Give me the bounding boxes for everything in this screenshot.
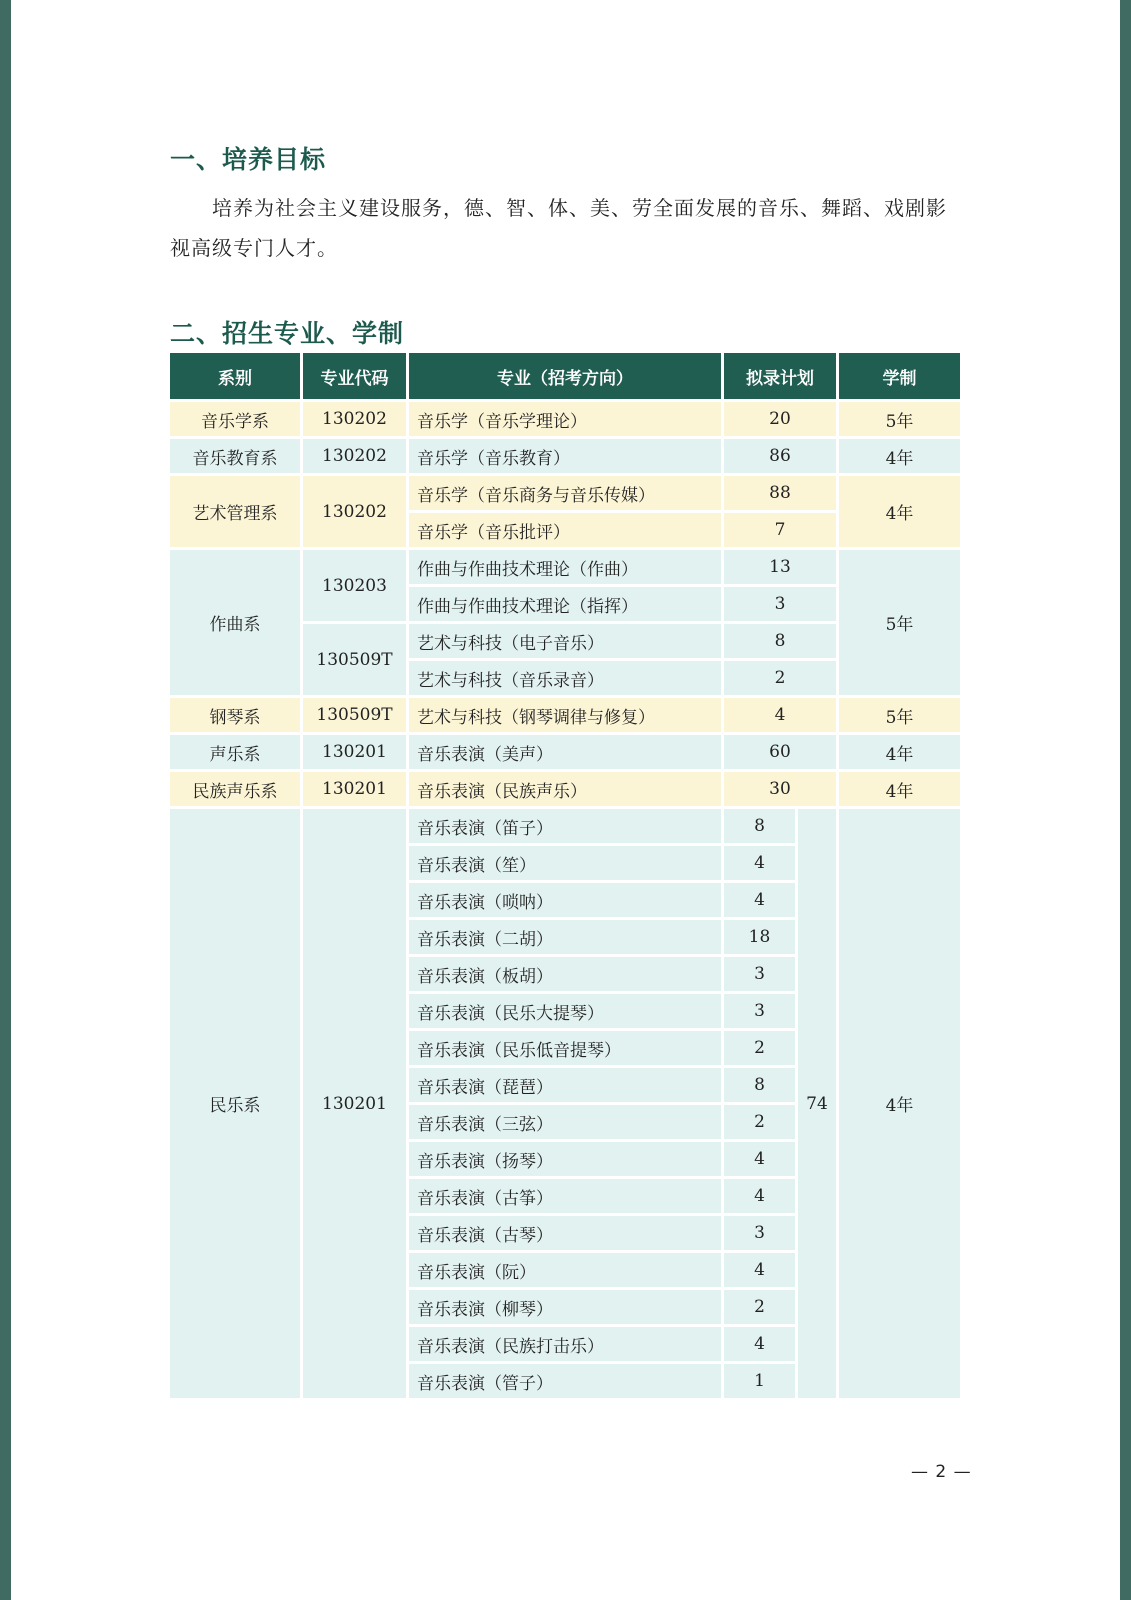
quota-cell: 8 [724,1068,798,1105]
goals-paragraph: 培养为社会主义建设服务，德、智、体、美、劳全面发展的音乐、舞蹈、戏剧影视高级专门人才。 [170,196,947,260]
years-cell: 5年 [839,550,960,698]
major-cell: 音乐表演（板胡） [409,957,724,994]
major-cell: 音乐表演（唢呐） [409,883,724,920]
table-row [170,399,960,439]
code-cell: 130201 [303,809,409,1401]
dept-cell: 声乐系 [170,735,303,772]
header-years: 学制 [839,353,960,399]
quota-cell: 3 [724,994,798,1031]
major-cell: 音乐学（音乐学理论） [409,399,724,439]
quota-cell: 60 [724,735,839,772]
quota-cell: 2 [724,1290,798,1327]
major-cell: 音乐表演（阮） [409,1253,724,1290]
quota-cell: 4 [724,1327,798,1364]
quota-cell: 2 [724,1031,798,1068]
code-cell: 130202 [303,399,409,439]
dept-cell: 钢琴系 [170,698,303,735]
table-row [170,735,960,772]
major-cell: 艺术与科技（钢琴调律与修复） [409,698,724,735]
major-cell: 音乐表演（美声） [409,735,724,772]
code-cell: 130509T [303,624,409,698]
major-cell: 音乐学（音乐教育） [409,439,724,476]
major-cell: 音乐表演（管子） [409,1364,724,1401]
quota-cell: 2 [724,661,839,698]
header-dept: 系别 [170,353,303,399]
quota-cell: 18 [724,920,798,957]
major-cell: 音乐表演（笛子） [409,809,724,846]
enrollment-table [170,353,960,1401]
quota-cell: 3 [724,1216,798,1253]
quota-cell: 3 [724,587,839,624]
major-cell: 音乐表演（民族打击乐） [409,1327,724,1364]
major-cell: 艺术与科技（音乐录音） [409,661,724,698]
major-cell: 音乐表演（古筝） [409,1179,724,1216]
quota-cell: 3 [724,957,798,994]
left-edge-bar [0,0,11,1600]
quota-cell: 8 [724,809,798,846]
years-cell: 4年 [839,439,960,476]
code-cell: 130201 [303,735,409,772]
major-cell: 音乐表演（琵琶） [409,1068,724,1105]
years-cell: 5年 [839,698,960,735]
quota-cell: 4 [724,883,798,920]
quota-cell: 8 [724,624,839,661]
major-cell: 音乐表演（民乐低音提琴） [409,1031,724,1068]
major-cell: 音乐学（音乐商务与音乐传媒） [409,476,724,513]
years-cell: 4年 [839,809,960,1401]
years-cell: 4年 [839,476,960,550]
quota-cell: 13 [724,550,839,587]
dept-cell: 民乐系 [170,809,303,1401]
quota-cell: 2 [724,1105,798,1142]
major-cell: 音乐表演（三弦） [409,1105,724,1142]
section-heading-goals: 一、培养目标 [170,145,327,174]
code-cell: 130202 [303,439,409,476]
code-cell: 130509T [303,698,409,735]
major-cell: 音乐表演（笙） [409,846,724,883]
quota-cell: 86 [724,439,839,476]
table-row [170,550,960,587]
major-cell: 音乐表演（二胡） [409,920,724,957]
major-cell: 音乐表演（民族声乐） [409,772,724,809]
major-cell: 作曲与作曲技术理论（作曲） [409,550,724,587]
years-cell: 4年 [839,735,960,772]
major-cell: 音乐表演（扬琴） [409,1142,724,1179]
code-cell: 130203 [303,550,409,624]
header-major: 专业（招考方向） [409,353,724,399]
page-number: — 2 — [911,1462,972,1482]
major-cell: 音乐学（音乐批评） [409,513,724,550]
table-row [170,772,960,809]
quota-cell: 4 [724,1179,798,1216]
years-cell: 5年 [839,399,960,439]
table-row [170,809,960,846]
table-row [170,698,960,735]
quota-cell: 20 [724,399,839,439]
quota-cell: 7 [724,513,839,550]
major-cell: 作曲与作曲技术理论（指挥） [409,587,724,624]
major-cell: 音乐表演（民乐大提琴） [409,994,724,1031]
code-cell: 130201 [303,772,409,809]
major-cell: 艺术与科技（电子音乐） [409,624,724,661]
dept-cell: 民族声乐系 [170,772,303,809]
quota-cell: 30 [724,772,839,809]
section-heading-enrollment: 二、招生专业、学制 [170,319,405,348]
dept-cell: 音乐学系 [170,399,303,439]
years-cell: 4年 [839,772,960,809]
code-cell: 130202 [303,476,409,550]
table-header-row [170,353,960,399]
dept-cell: 音乐教育系 [170,439,303,476]
dept-cell: 作曲系 [170,550,303,698]
major-cell: 音乐表演（古琴） [409,1216,724,1253]
quota-cell: 4 [724,846,798,883]
table-row [170,476,960,513]
right-edge-bar [1120,0,1131,1600]
quota-cell: 4 [724,1253,798,1290]
quota-cell: 1 [724,1364,798,1401]
quota-cell: 88 [724,476,839,513]
dept-cell: 艺术管理系 [170,476,303,550]
header-quota: 拟录计划 [724,353,839,399]
quota-total-cell: 74 [798,809,839,1401]
header-code: 专业代码 [303,353,409,399]
table-row [170,439,960,476]
major-cell: 音乐表演（柳琴） [409,1290,724,1327]
quota-cell: 4 [724,698,839,735]
quota-cell: 4 [724,1142,798,1179]
